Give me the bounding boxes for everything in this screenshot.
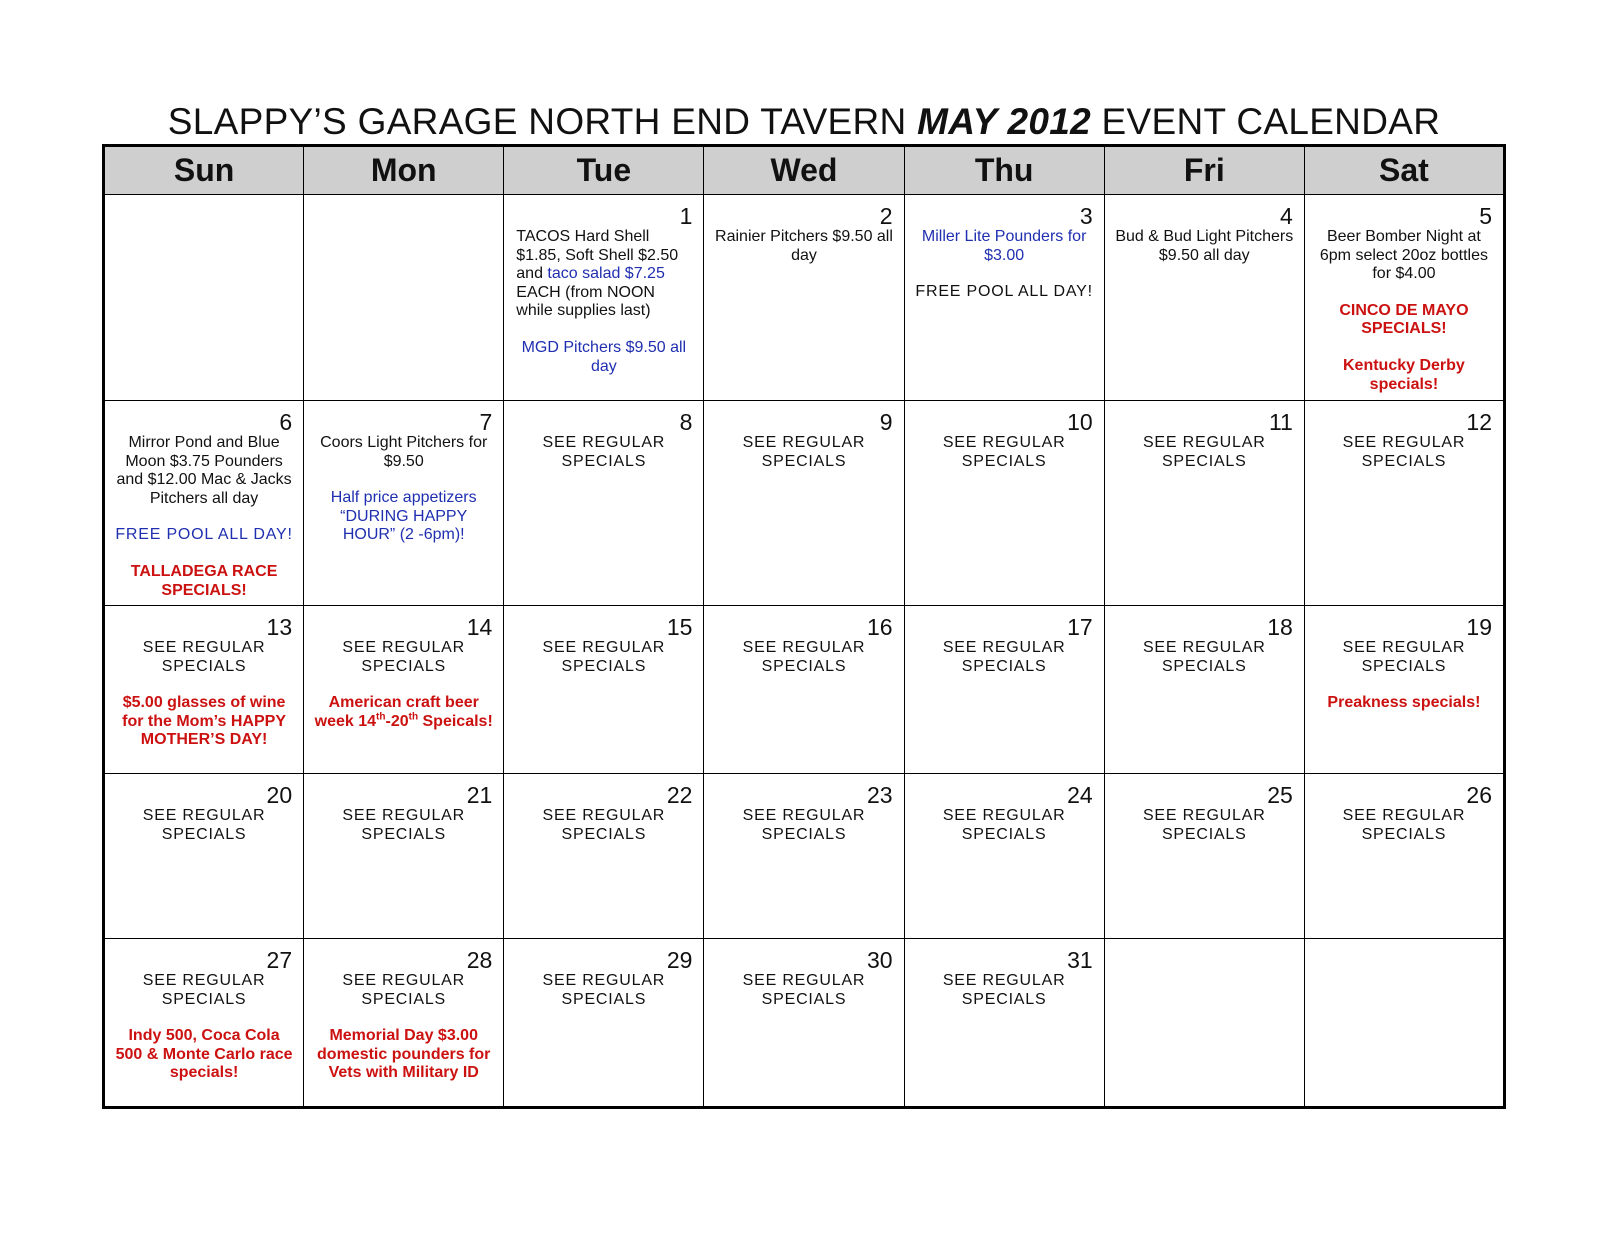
regular-specials: SEE REGULAR SPECIALS bbox=[1142, 434, 1266, 470]
craft-text: -20 bbox=[385, 712, 409, 730]
regular-specials: SEE REGULAR SPECIALS bbox=[542, 807, 666, 843]
day-number: 1 bbox=[679, 203, 693, 229]
regular-specials: SEE REGULAR SPECIALS bbox=[142, 972, 266, 1008]
day-cell-18 bbox=[1104, 606, 1304, 774]
regular-specials: SEE REGULAR SPECIALS bbox=[1342, 434, 1466, 470]
day-cell-25 bbox=[1104, 774, 1304, 939]
mirror-pond-special: Mirror Pond and Blue Moon $3.75 Pounders and $12.00 Mac & Jacks Pitchers all day bbox=[116, 434, 292, 507]
weekday-sat: Sat bbox=[1304, 146, 1504, 195]
regular-specials: SEE REGULAR SPECIALS bbox=[742, 972, 866, 1008]
regular-specials: SEE REGULAR SPECIALS bbox=[942, 639, 1066, 675]
day-cell-22 bbox=[504, 774, 704, 939]
day-number: 5 bbox=[1479, 203, 1492, 229]
day-cell-1 bbox=[504, 195, 704, 401]
day-cell-6 bbox=[104, 401, 304, 606]
regular-specials: SEE REGULAR SPECIALS bbox=[1342, 639, 1466, 675]
weekday-tue: Tue bbox=[504, 146, 704, 195]
day-cell-30 bbox=[704, 939, 904, 1108]
craft-text: Speicals! bbox=[418, 712, 493, 730]
day-cell-31 bbox=[904, 939, 1104, 1108]
craft-text: American craft beer week 14 bbox=[314, 694, 479, 730]
regular-specials: SEE REGULAR SPECIALS bbox=[142, 807, 266, 843]
week-row-1 bbox=[104, 195, 1505, 401]
regular-specials: SEE REGULAR SPECIALS bbox=[142, 639, 266, 675]
regular-specials: SEE REGULAR SPECIALS bbox=[542, 434, 666, 470]
mothers-day-special: $5.00 glasses of wine for the Mom’s HAPPY MOTHER’S DAY! bbox=[122, 694, 286, 749]
weekday-thu: Thu bbox=[904, 146, 1104, 195]
day-cell-21 bbox=[304, 774, 504, 939]
day-number: 9 bbox=[879, 409, 893, 435]
weekday-wed: Wed bbox=[704, 146, 904, 195]
day-number: 10 bbox=[1067, 409, 1093, 435]
empty-day-cell bbox=[1104, 939, 1304, 1108]
day-number: 7 bbox=[479, 409, 493, 435]
day-number: 22 bbox=[666, 782, 693, 808]
day-number: 24 bbox=[1067, 782, 1093, 808]
empty-day-cell bbox=[304, 195, 504, 401]
day-number: 12 bbox=[1466, 409, 1492, 435]
day-number: 3 bbox=[1079, 203, 1093, 229]
day-number: 8 bbox=[679, 409, 693, 435]
regular-specials: SEE REGULAR SPECIALS bbox=[542, 639, 666, 675]
week-row-3 bbox=[104, 606, 1505, 774]
day-number: 23 bbox=[866, 782, 893, 808]
title-prefix: SLAPPY’S GARAGE NORTH END TAVERN bbox=[167, 101, 918, 142]
day-number: 28 bbox=[466, 947, 493, 973]
talladega-special: TALLADEGA RACE SPECIALS! bbox=[130, 562, 278, 599]
day-number: 6 bbox=[279, 409, 293, 435]
day-cell-8 bbox=[504, 401, 704, 606]
day-cell-24 bbox=[904, 774, 1104, 939]
weekday-fri: Fri bbox=[1104, 146, 1304, 195]
tacos-special bbox=[504, 228, 703, 321]
day-cell-28 bbox=[304, 939, 504, 1108]
day-cell-29 bbox=[504, 939, 704, 1108]
ordinal-suffix: th bbox=[376, 711, 386, 723]
day-number: 25 bbox=[1267, 782, 1293, 808]
cinco-de-mayo-special: CINCO DE MAYO SPECIALS! bbox=[1339, 301, 1469, 338]
day-number: 26 bbox=[1466, 782, 1492, 808]
day-number: 29 bbox=[666, 947, 693, 973]
title-month: MAY 2012 bbox=[917, 101, 1091, 142]
weekday-header-row bbox=[104, 146, 1505, 195]
day-cell-20 bbox=[104, 774, 304, 939]
week-row-2 bbox=[104, 401, 1505, 606]
memorial-day-special: Memorial Day $3.00 domestic pounders for Vets with Military ID bbox=[317, 1027, 491, 1082]
empty-day-cell bbox=[104, 195, 304, 401]
day-number: 18 bbox=[1267, 614, 1293, 640]
week-row-4 bbox=[104, 774, 1505, 939]
regular-specials: SEE REGULAR SPECIALS bbox=[742, 639, 866, 675]
day-number: 17 bbox=[1067, 614, 1093, 640]
day-cell-7 bbox=[304, 401, 504, 606]
day-number: 27 bbox=[266, 947, 293, 973]
preakness-special: Preakness specials! bbox=[1327, 694, 1481, 712]
day-number: 13 bbox=[266, 614, 293, 640]
day-cell-5 bbox=[1304, 195, 1504, 401]
tacos-text: TACOS Hard Shell $1.85, Soft Shell $2.50 and bbox=[516, 228, 679, 283]
day-number: 19 bbox=[1466, 614, 1492, 640]
coors-special: Coors Light Pitchers for $9.50 bbox=[320, 434, 488, 470]
day-number: 11 bbox=[1268, 409, 1293, 435]
day-number: 31 bbox=[1067, 947, 1093, 973]
day-cell-16 bbox=[704, 606, 904, 774]
day-cell-11 bbox=[1104, 401, 1304, 606]
day-cell-13 bbox=[104, 606, 304, 774]
regular-specials: SEE REGULAR SPECIALS bbox=[742, 807, 866, 843]
bud-special: Bud & Bud Light Pitchers $9.50 all day bbox=[1115, 228, 1294, 264]
regular-specials: SEE REGULAR SPECIALS bbox=[342, 807, 466, 843]
regular-specials: SEE REGULAR SPECIALS bbox=[1142, 807, 1266, 843]
regular-specials: SEE REGULAR SPECIALS bbox=[342, 972, 466, 1008]
day-cell-23 bbox=[704, 774, 904, 939]
regular-specials: SEE REGULAR SPECIALS bbox=[1342, 807, 1466, 843]
day-number: 15 bbox=[666, 614, 693, 640]
day-number: 20 bbox=[266, 782, 293, 808]
rainier-special: Rainier Pitchers $9.50 all day bbox=[715, 228, 893, 264]
regular-specials: SEE REGULAR SPECIALS bbox=[942, 434, 1066, 470]
day-cell-3 bbox=[904, 195, 1104, 401]
beer-bomber-special: Beer Bomber Night at 6pm select 20oz bottles for $4.00 bbox=[1319, 228, 1488, 283]
regular-specials: SEE REGULAR SPECIALS bbox=[742, 434, 866, 470]
weekday-mon: Mon bbox=[304, 146, 504, 195]
day-cell-14 bbox=[304, 606, 504, 774]
day-cell-17 bbox=[904, 606, 1104, 774]
regular-specials: SEE REGULAR SPECIALS bbox=[942, 807, 1066, 843]
free-pool-special: FREE POOL ALL DAY! bbox=[915, 283, 1093, 301]
ordinal-suffix: th bbox=[408, 711, 419, 723]
regular-specials: SEE REGULAR SPECIALS bbox=[942, 972, 1066, 1008]
day-cell-4 bbox=[1104, 195, 1304, 401]
regular-specials: SEE REGULAR SPECIALS bbox=[1142, 639, 1266, 675]
day-cell-27 bbox=[104, 939, 304, 1108]
day-cell-26 bbox=[1304, 774, 1504, 939]
day-cell-9 bbox=[704, 401, 904, 606]
taco-salad-text: taco salad $7.25 bbox=[547, 265, 665, 283]
day-number: 30 bbox=[866, 947, 893, 973]
miller-special: Miller Lite Pounders for $3.00 bbox=[921, 228, 1087, 264]
day-cell-2 bbox=[704, 195, 904, 401]
event-calendar bbox=[102, 144, 1506, 1109]
craft-beer-week-special bbox=[304, 694, 503, 731]
free-pool-special: FREE POOL ALL DAY! bbox=[115, 526, 293, 544]
title-suffix: EVENT CALENDAR bbox=[1090, 101, 1441, 142]
day-number: 4 bbox=[1280, 203, 1293, 229]
day-cell-19 bbox=[1304, 606, 1504, 774]
weekday-sun: Sun bbox=[104, 146, 304, 195]
regular-specials: SEE REGULAR SPECIALS bbox=[342, 639, 466, 675]
happy-hour-special: Half price appetizers “DURING HAPPY HOUR” (2 -6pm)! bbox=[330, 489, 477, 544]
day-number: 16 bbox=[866, 614, 893, 640]
tacos-text-end: EACH (from NOON while supplies last) bbox=[516, 283, 655, 320]
week-row-5 bbox=[104, 939, 1505, 1108]
page-title bbox=[102, 100, 1506, 144]
day-cell-10 bbox=[904, 401, 1104, 606]
day-cell-15 bbox=[504, 606, 704, 774]
empty-day-cell bbox=[1304, 939, 1504, 1108]
day-number: 21 bbox=[466, 782, 493, 808]
day-number: 14 bbox=[466, 614, 493, 640]
kentucky-derby-special: Kentucky Derby specials! bbox=[1343, 356, 1465, 393]
indy-500-special: Indy 500, Coca Cola 500 & Monte Carlo race specials! bbox=[115, 1027, 293, 1082]
day-number: 2 bbox=[879, 203, 893, 229]
day-cell-12 bbox=[1304, 401, 1504, 606]
regular-specials: SEE REGULAR SPECIALS bbox=[542, 972, 666, 1008]
mgd-special: MGD Pitchers $9.50 all day bbox=[521, 338, 687, 375]
